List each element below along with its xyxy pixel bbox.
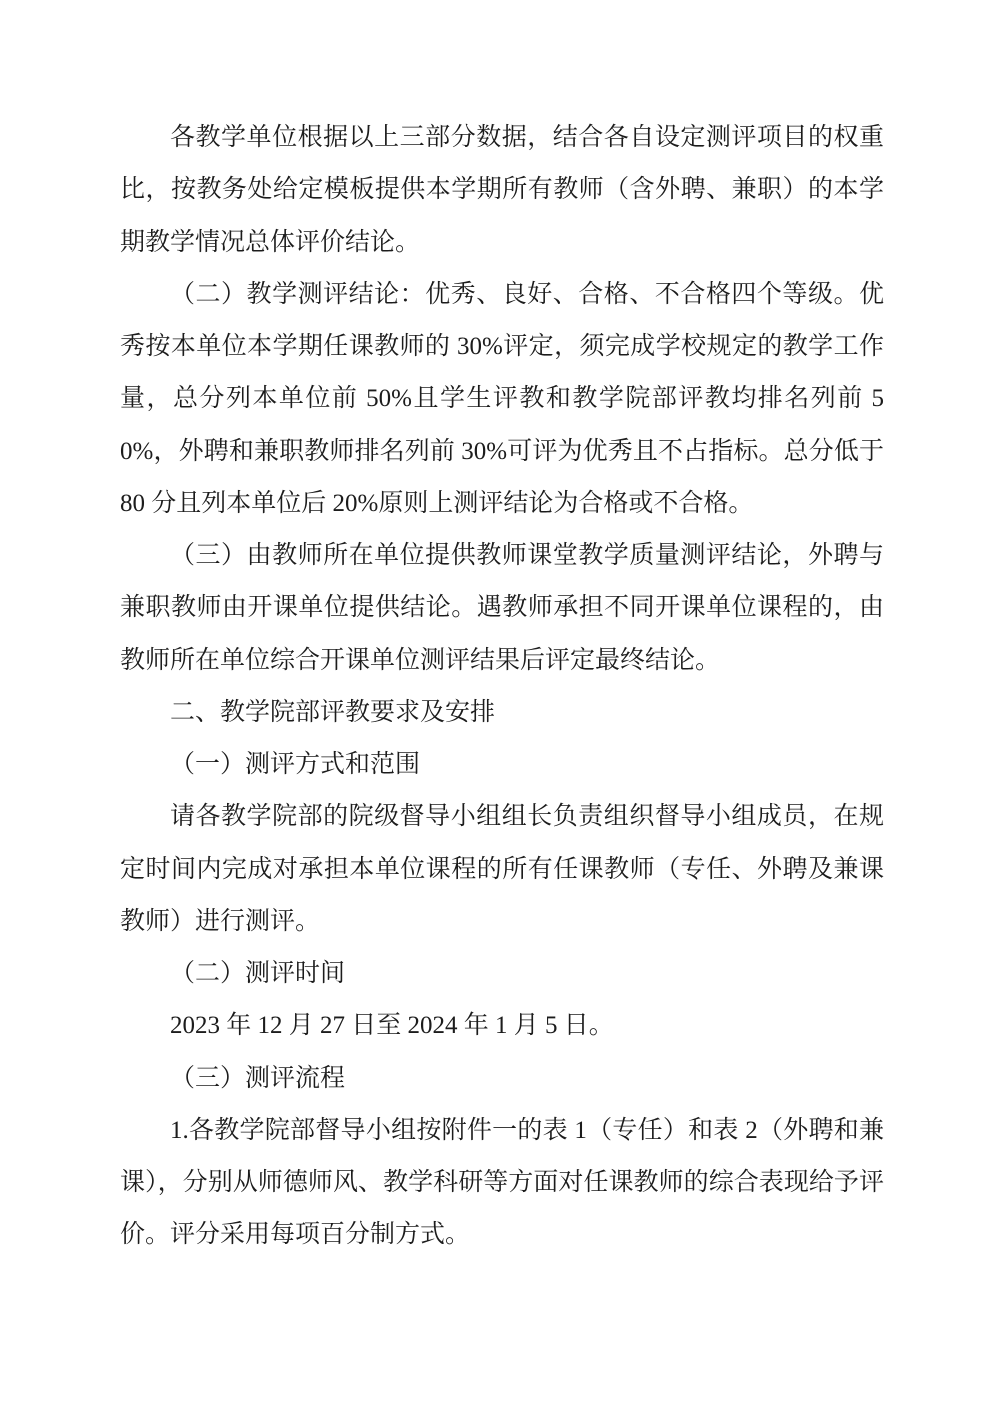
para-unit-overall-evaluation: 各教学单位根据以上三部分数据，结合各自设定测评项目的权重比，按教务处给定模板提供本学期所有教师（含外聘、兼职）的本学期教学情况总体评价结论。 (120, 124, 884, 256)
para-supervision-group-task: 请各教学院部的院级督导小组组长负责组织督导小组成员，在规定时间内完成对承担本单位课程的所有任课教师（专任、外聘及兼课教师）进行测评。 (120, 803, 884, 935)
subheading-evaluation-scope: （一）测评方式和范围 (170, 751, 421, 778)
para-unit-provides-conclusion: （三）由教师所在单位提供教师课堂教学质量测评结论，外聘与兼职教师由开课单位提供结论。遇教师承担不同开课单位课程的，由教师所在单位综合开课单位测评结果后评定最终结论。 (120, 542, 884, 674)
subheading-evaluation-process: （三）测评流程 (170, 1064, 346, 1092)
para-process-step-1: 1.各教学院部督导小组按附件一的表 1（专任）和表 2（外聘和兼课），分别从师德师风、教学科研等方面对任课教师的综合表现给予评价。评分采用每项百分制方式。 (120, 1116, 884, 1249)
heading-section-2: 二、教学院部评教要求及安排 (170, 698, 496, 726)
para-evaluation-conclusion-grades: （二）教学测评结论：优秀、良好、合格、不合格四个等级。优秀按本单位本学期任课教师的 30%评定，须完成学校规定的教学工作量，总分列本单位前 50%且学生评教和教学院部评教均排名列前 50%，外聘和兼职教师排名列前 30%可评为优秀且不占指标。总分低于 80 分且列本单位后 20%原则上测评结论为合格或不合格。 (120, 280, 884, 517)
subheading-evaluation-time: （二）测评时间 (170, 960, 346, 987)
document-text-block (120, 112, 884, 1262)
para-evaluation-dates: 2023 年 12 月 27 日至 2024 年 1 月 5 日。 (170, 1012, 614, 1040)
